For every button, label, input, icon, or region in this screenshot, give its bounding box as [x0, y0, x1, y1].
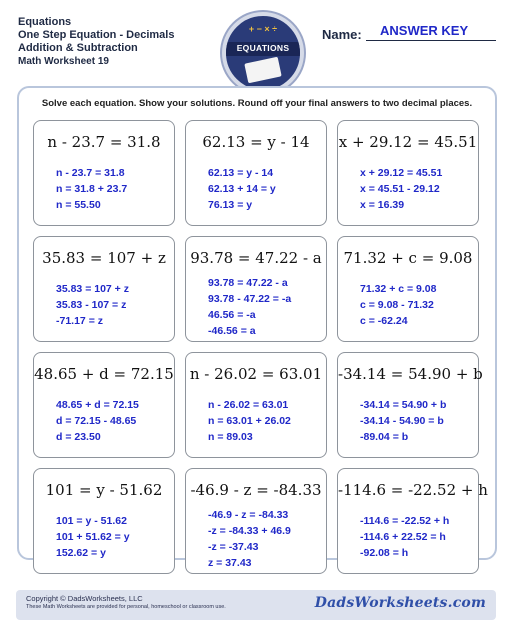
problem-equation: n - 23.7 = 31.8	[47, 133, 161, 151]
solution-step: d = 23.50	[56, 431, 101, 443]
solution-steps	[56, 397, 139, 445]
name-label: Name:	[322, 27, 362, 42]
solution-step: -114.6 = -22.52 + h	[360, 515, 450, 527]
solution-step: 46.56 = -a	[208, 309, 256, 321]
solution-steps	[56, 281, 129, 329]
solution-step: 152.62 = y	[56, 547, 106, 559]
solution-step: 93.78 - 47.22 = -a	[208, 293, 292, 305]
solution-steps	[360, 281, 436, 329]
header-worksheet-number: Math Worksheet 19	[18, 56, 109, 67]
solution-step: -34.14 = 54.90 + b	[360, 399, 447, 411]
header-title: Equations	[18, 16, 72, 28]
instructions: Solve each equation. Show your solutions. Round off your final answers to two decimal places.	[41, 98, 473, 109]
solution-steps	[208, 397, 291, 445]
problem-card	[337, 352, 483, 458]
problem-equation: n - 26.02 = 63.01	[189, 365, 323, 383]
header-topic: Addition & Subtraction	[18, 42, 138, 54]
paper-icon	[244, 57, 281, 84]
problem-equation: 71.32 + c = 9.08	[343, 249, 473, 267]
problem-card	[33, 352, 175, 458]
problem-equation: -34.14 = 54.90 + b	[338, 365, 483, 383]
solution-step: 101 + 51.62 = y	[56, 531, 130, 543]
solution-step: 62.13 + 14 = y	[208, 183, 276, 195]
answer-key-label: ANSWER KEY	[380, 23, 469, 38]
equations-logo	[222, 12, 304, 94]
solution-step: -46.9 - z = -84.33	[208, 509, 289, 521]
problem-equation: -114.6 = -22.52 + h	[338, 481, 488, 499]
problem-card	[33, 468, 175, 574]
problem-card	[185, 120, 327, 226]
problem-equation: 93.78 = 47.22 - a	[190, 249, 322, 267]
logo-text: EQUATIONS	[236, 43, 290, 53]
solution-step: 35.83 - 107 = z	[56, 299, 127, 311]
footer	[16, 590, 496, 620]
solution-step: -114.6 + 22.52 = h	[360, 531, 446, 543]
problem-card	[33, 236, 175, 342]
solution-step: n = 55.50	[56, 199, 101, 211]
solution-steps	[208, 165, 276, 213]
solution-step: n = 31.8 + 23.7	[56, 183, 128, 195]
problem-card	[185, 468, 327, 574]
solution-step: n = 89.03	[208, 431, 253, 443]
solution-step: 62.13 = y - 14	[208, 167, 274, 179]
solution-step: -z = -37.43	[208, 541, 259, 553]
problem-equation: 62.13 = y - 14	[202, 133, 310, 151]
solution-step: d = 72.15 - 48.65	[56, 415, 137, 427]
usage-note: These Math Worksheets are provided for personal, homeschool or classroom use.	[26, 604, 226, 610]
problem-card	[185, 352, 327, 458]
solution-step: -z = -84.33 + 46.9	[208, 525, 291, 537]
problem-equation: -46.9 - z = -84.33	[190, 481, 322, 499]
solution-step: x = 16.39	[360, 199, 405, 211]
solution-steps	[56, 513, 130, 561]
problem-equation: x + 29.12 = 45.51	[338, 133, 478, 151]
solution-step: 35.83 = 107 + z	[56, 283, 129, 295]
problem-equation: 48.65 + d = 72.15	[34, 365, 174, 383]
solution-step: -34.14 - 54.90 = b	[360, 415, 444, 427]
solution-steps	[208, 507, 291, 571]
problems-panel	[17, 86, 497, 569]
problem-card	[185, 236, 327, 342]
brand-logo: DadsWorksheets.com	[314, 595, 486, 611]
solution-step: n = 63.01 + 26.02	[208, 415, 291, 427]
solution-steps	[360, 397, 446, 445]
name-field	[322, 23, 469, 44]
name-underline	[366, 40, 496, 41]
solution-step: 76.13 = y	[208, 199, 253, 211]
solution-step: c = 9.08 - 71.32	[360, 299, 434, 311]
solution-step: z = 37.43	[208, 557, 252, 569]
solution-step: -71.17 = z	[56, 315, 103, 327]
solution-step: n - 26.02 = 63.01	[208, 399, 289, 411]
header-subtitle: One Step Equation - Decimals	[18, 29, 175, 41]
solution-step: -92.08 = h	[360, 547, 409, 559]
problem-equation: 35.83 = 107 + z	[42, 249, 166, 267]
solution-step: n - 23.7 = 31.8	[56, 167, 125, 179]
solution-steps	[56, 165, 127, 213]
solution-step: -46.56 = a	[208, 325, 256, 337]
solution-step: c = -62.24	[360, 315, 408, 327]
solution-step: 71.32 + c = 9.08	[360, 283, 437, 295]
worksheet-header	[18, 16, 174, 68]
problem-card	[337, 120, 479, 226]
solution-step: x + 29.12 = 45.51	[360, 167, 443, 179]
solution-steps	[208, 275, 291, 339]
copyright-text: Copyright © DadsWorksheets, LLC	[26, 594, 143, 603]
solution-step: 101 = y - 51.62	[56, 515, 127, 527]
problem-card	[337, 236, 479, 342]
solution-step: 48.65 + d = 72.15	[56, 399, 139, 411]
solution-steps	[360, 513, 449, 561]
problem-equation: 101 = y - 51.62	[45, 481, 163, 499]
solution-step: 93.78 = 47.22 - a	[208, 277, 288, 289]
solution-step: x = 45.51 - 29.12	[360, 183, 440, 195]
solution-step: -89.04 = b	[360, 431, 409, 443]
math-symbols-icon: + − × ÷	[248, 24, 278, 34]
solution-steps	[360, 165, 442, 213]
problem-card	[33, 120, 175, 226]
problem-card	[337, 468, 488, 574]
